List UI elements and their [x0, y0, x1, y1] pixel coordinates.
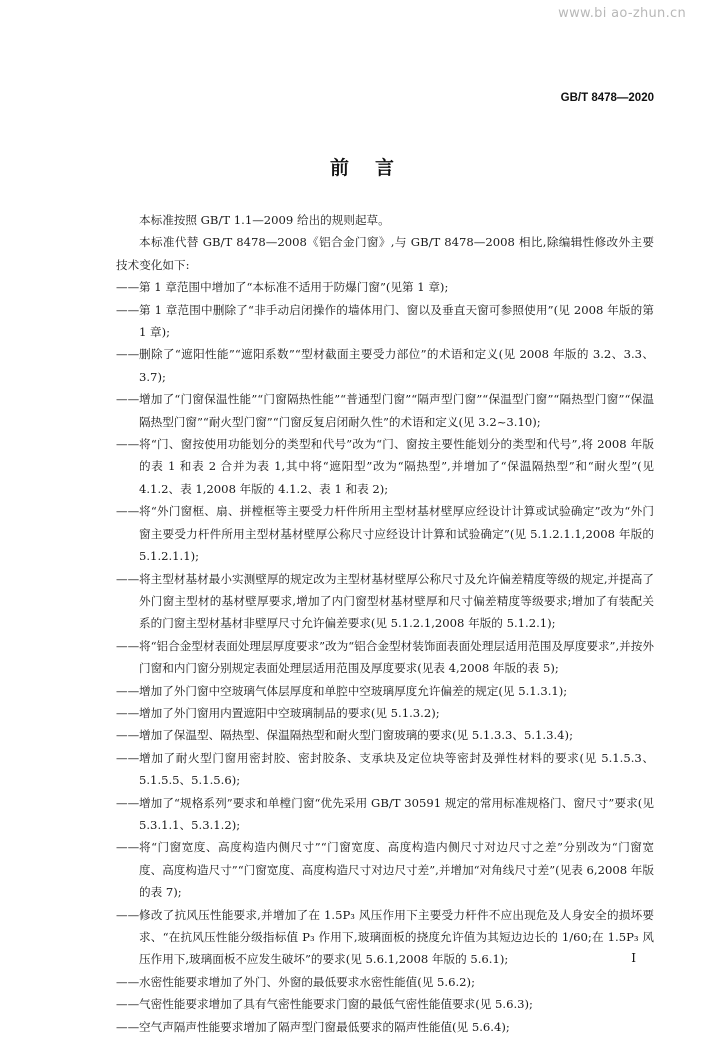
change-text: 增加了外门窗中空玻璃气体层厚度和单腔中空玻璃厚度允许偏差的规定(见 5.1.3.1);: [139, 683, 568, 698]
dash-marker: ——: [116, 392, 140, 407]
document-body: [116, 209, 654, 1038]
change-item: [116, 971, 654, 993]
change-item: [116, 680, 654, 702]
change-item: [116, 568, 654, 635]
change-item: [116, 1016, 654, 1038]
dash-marker: ——: [116, 302, 140, 317]
change-text: 将“铝合金型材表面处理层厚度要求”改为“铝合金型材装饰面表面处理层适用范围及厚度要求”,并按外门窗和内门窗分别规定表面处理层适用范围及厚度要求(见表 4,2008 年版的表 5);: [139, 638, 654, 676]
dash-marker: ——: [116, 795, 140, 810]
change-text: 增加了“门窗保温性能”“门窗隔热性能”“普通型门窗”“隔声型门窗”“保温型门窗”“隔热型门窗”“保温隔热型门窗”“耐火型门窗”“门窗反复启闭耐久性”的术语和定义(见 3.2~3.10);: [139, 392, 654, 429]
page-number: I: [631, 951, 636, 965]
dash-marker: ——: [116, 683, 140, 698]
change-item: [116, 904, 654, 971]
change-text: 空气声隔声性能要求增加了隔声型门窗最低要求的隔声性能值(见 5.6.4);: [139, 1019, 510, 1034]
change-item: [116, 299, 654, 344]
intro-paragraph: 本标准代替 GB/T 8478—2008《铝合金门窗》,与 GB/T 8478—2008 相比,除编辑性修改外主要技术变化如下:: [116, 235, 654, 272]
change-item: [116, 388, 654, 433]
change-item: [116, 724, 654, 746]
dash-marker: ——: [116, 974, 140, 989]
change-text: 修改了抗风压性能要求,并增加了在 1.5P₃ 风压作用下主要受力杆件不应出现危及人身安全的损坏要求、“在抗风压性能分级指标值 P₃ 作用下,玻璃面板的挠度允许值为其短边边长的 1/60;在 1.5P₃ 风压作用下,玻璃面板不应发生破坏”的要求(见 5.6.1,2008 年版的 5.6.1);: [139, 907, 654, 967]
change-text: 将“门、窗按使用功能划分的类型和代号”改为“门、窗按主要性能划分的类型和代号”,将 2008 年版的表 1 和表 2 合并为表 1,其中将“遮阳型”改为“隔热型”,并增加了“保温隔热型”和“耐火型”(见 4.1.2、表 1,2008 年版的 4.1.2、表 1 和表 2);: [139, 437, 654, 496]
dash-marker: ——: [116, 347, 140, 362]
dash-marker: ——: [116, 571, 140, 586]
change-text: 水密性能要求增加了外门、外窗的最低要求水密性能值(见 5.6.2);: [139, 974, 475, 989]
change-item: [116, 343, 654, 388]
watermark: www.bi ao-zhun.cn: [558, 6, 686, 21]
change-text: 第 1 章范围中增加了“本标准不适用于防爆门窗”(见第 1 章);: [139, 280, 449, 295]
change-text: 将“外门窗框、扇、拼樘框等主要受力杆件所用主型材基材壁厚应经设计计算或试验确定”改为“外门窗主要受力杆件所用主型材基材壁厚公称尺寸应经设计计算和试验确定”(见 5.1.2.1.1,2008 年版的 5.1.2.1.1);: [139, 504, 654, 564]
change-text: 增加了保温型、隔热型、保温隔热型和耐火型门窗玻璃的要求(见 5.1.3.3、5.1.3.4);: [139, 728, 573, 743]
dash-marker: ——: [116, 638, 140, 653]
change-item: [116, 433, 654, 500]
standard-code: GB/T 8478—2020: [560, 92, 654, 104]
change-text: 将主型材基材最小实测壁厚的规定改为主型材基材壁厚公称尺寸及允许偏差精度等级的规定,并提高了外门窗主型材的基材壁厚要求,增加了内门窗型材基材壁厚和尺寸偏差精度等级要求;增加了有装配关系的门窗主型材基材非壁厚尺寸允许偏差要求(见 5.1.2.1,2008 年版的 5.1.2.1);: [139, 571, 654, 631]
change-item: [116, 702, 654, 724]
dash-marker: ——: [116, 840, 140, 855]
page-title: 前言: [329, 157, 420, 179]
change-item: [116, 500, 654, 567]
change-text: 增加了外门窗用内置遮阳中空玻璃制品的要求(见 5.1.3.2);: [139, 705, 440, 720]
change-item: [116, 747, 654, 792]
dash-marker: ——: [116, 997, 140, 1012]
change-text: 气密性能要求增加了具有气密性能要求门窗的最低气密性能值要求(见 5.6.3);: [139, 997, 533, 1012]
dash-marker: ——: [116, 705, 140, 720]
change-text: 第 1 章范围中删除了“非手动启闭操作的墙体用门、窗以及垂直天窗可参照使用”(见 2008 年版的第 1 章);: [139, 302, 654, 340]
change-item: [116, 836, 654, 903]
dash-marker: ——: [116, 907, 140, 922]
dash-marker: ——: [116, 280, 140, 295]
change-list: [116, 276, 654, 1038]
change-item: [116, 635, 654, 680]
change-item: [116, 993, 654, 1015]
dash-marker: ——: [116, 750, 140, 765]
dash-marker: ——: [116, 1019, 140, 1034]
change-item: [116, 276, 654, 298]
change-text: 增加了耐火型门窗用密封胶、密封胶条、支承块及定位块等密封及弹性材料的要求(见 5.1.5.3、5.1.5.5、5.1.5.6);: [139, 750, 654, 788]
dash-marker: ——: [116, 728, 140, 743]
intro-paragraph: 本标准按照 GB/T 1.1—2009 给出的规则起草。: [139, 213, 390, 227]
dash-marker: ——: [116, 437, 140, 452]
change-text: 删除了“遮阳性能”“遮阳系数”“型材截面主要受力部位”的术语和定义(见 2008 年版的 3.2、3.3、3.7);: [139, 347, 654, 384]
dash-marker: ——: [116, 504, 140, 519]
change-text: 将“门窗宽度、高度构造内侧尺寸”“门窗宽度、高度构造内侧尺寸对边尺寸之差”分别改为“门窗宽度、高度构造尺寸”“门窗宽度、高度构造尺寸对边尺寸差”,并增加“对角线尺寸差”(见表 6,2008 年版的表 7);: [139, 840, 654, 900]
change-text: 增加了“规格系列”要求和单樘门窗“优先采用 GB/T 30591 规定的常用标准规格门、窗尺寸”要求(见 5.3.1.1、5.3.1.2);: [139, 795, 654, 832]
change-item: [116, 792, 654, 837]
